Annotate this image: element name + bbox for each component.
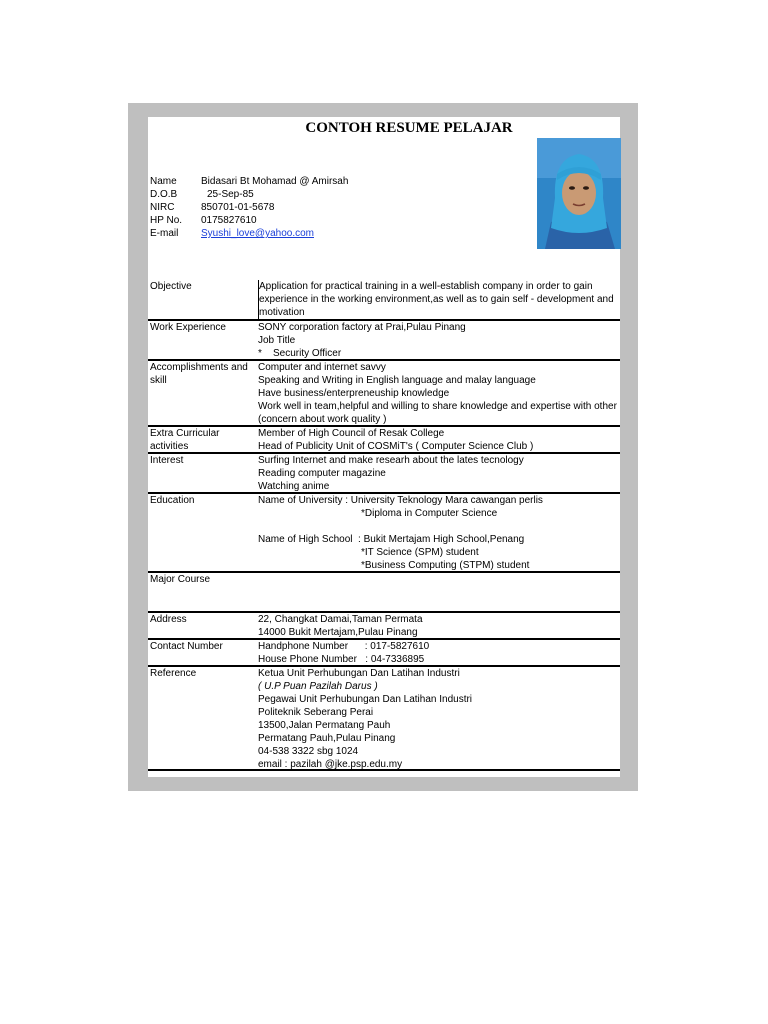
accomplishments-row [148,361,620,427]
interest-line: Surfing Internet and make researh about the lates tecnology [258,455,524,466]
accomplishment-line: Speaking and Writing in English language and malay language [258,375,536,386]
objective-text: Application for practical training in a well-establish company in order to gain experience in the working environment,as well as to gain self - development and motivation [259,281,614,318]
address-line: 14000 Bukit Mertajam,Pulau Pinang [258,627,418,638]
education-value [258,494,620,572]
contact-label: Contact Number [150,641,223,652]
education-row [148,494,620,573]
housephone-line: House Phone Number : 04-7336895 [258,654,425,665]
objective-label: Objective [150,281,192,292]
address-value [258,613,620,639]
education-label: Education [150,495,195,506]
hp-value: 0175827610 [201,215,257,226]
accomplishment-teamwork: Work well in team,helpful and willing to share knowledge and expertise with other (concern about work quality ) [258,401,617,425]
major-label: Major Course [150,574,211,585]
work-value [258,321,620,360]
objective-row [148,280,620,321]
reference-label: Reference [150,668,197,679]
dob-value: 25-Sep-85 [207,189,254,200]
spm-line: *IT Science (SPM) student [361,547,479,558]
reference-value [258,667,620,771]
name-label: Name [150,176,177,187]
page-title: CONTOH RESUME PELAJAR [305,120,513,136]
education-spacer [258,520,620,533]
work-row [148,321,620,361]
accomplishments-label: Accomplishments and skill [150,362,248,386]
accomplishments-value [258,361,620,426]
objective-value [258,280,620,319]
major-row [148,573,620,613]
email-label: E-mail [150,228,179,239]
work-line: Job Title [258,335,296,346]
nirc-value: 850701-01-5678 [201,202,275,213]
handphone-line: Handphone Number : 017-5827610 [258,641,430,652]
contact-row [148,640,620,667]
email-link[interactable]: Syushi_love@yahoo.com [201,228,314,239]
interest-row [148,454,620,494]
name-value: Bidasari Bt Mohamad @ Amirsah [201,176,349,187]
dob-label: D.O.B [150,189,178,200]
reference-line: Permatang Pauh,Pulau Pinang [258,733,396,744]
profile-photo [537,138,621,249]
interest-line: Reading computer magazine [258,468,386,479]
work-line: SONY corporation factory at Prai,Pulau Pinang [258,322,466,333]
contact-value [258,640,620,666]
reference-line: Politeknik Seberang Perai [258,707,374,718]
work-line: * Security Officer [258,348,342,359]
interest-line: Watching anime [258,481,330,492]
extra-label: Extra Curricular activities [150,428,220,452]
address-row [148,613,620,640]
reference-line: Pegawai Unit Perhubungan Dan Latihan Industri [258,694,473,705]
interest-value [258,454,620,493]
reference-row [148,667,620,771]
extra-value [258,427,620,453]
extra-row [148,427,620,454]
interest-label: Interest [150,455,184,466]
diploma-line: *Diploma in Computer Science [361,508,498,519]
address-label: Address [150,614,187,625]
address-line: 22, Changkat Damai,Taman Permata [258,614,423,625]
hp-label: HP No. [150,215,183,226]
stpm-line: *Business Computing (STPM) student [361,560,530,571]
reference-line: 13500,Jalan Permatang Pauh [258,720,391,731]
university-line: Name of University : University Teknology Mara cawangan perlis [258,495,543,506]
resume-table [148,280,620,771]
work-label: Work Experience [150,322,226,333]
highschool-line: Name of High School : Bukit Mertajam High School,Penang [258,534,525,545]
extra-line: Head of Publicity Unit of COSMiT's ( Computer Science Club ) [258,441,534,452]
nirc-label: NIRC [150,202,175,213]
accomplishment-line: Computer and internet savvy [258,362,386,373]
accomplishment-line: Have business/enterpreneuship knowledge [258,388,450,399]
reference-phone: 04-538 3322 sbg 1024 [258,746,359,757]
extra-line: Member of High Council of Resak College [258,428,445,439]
reference-line: Ketua Unit Perhubungan Dan Latihan Industri [258,668,460,679]
reference-email: email : pazilah @jke.psp.edu.my [258,759,403,770]
reference-person: ( U.P Puan Pazilah Darus ) [258,681,378,692]
